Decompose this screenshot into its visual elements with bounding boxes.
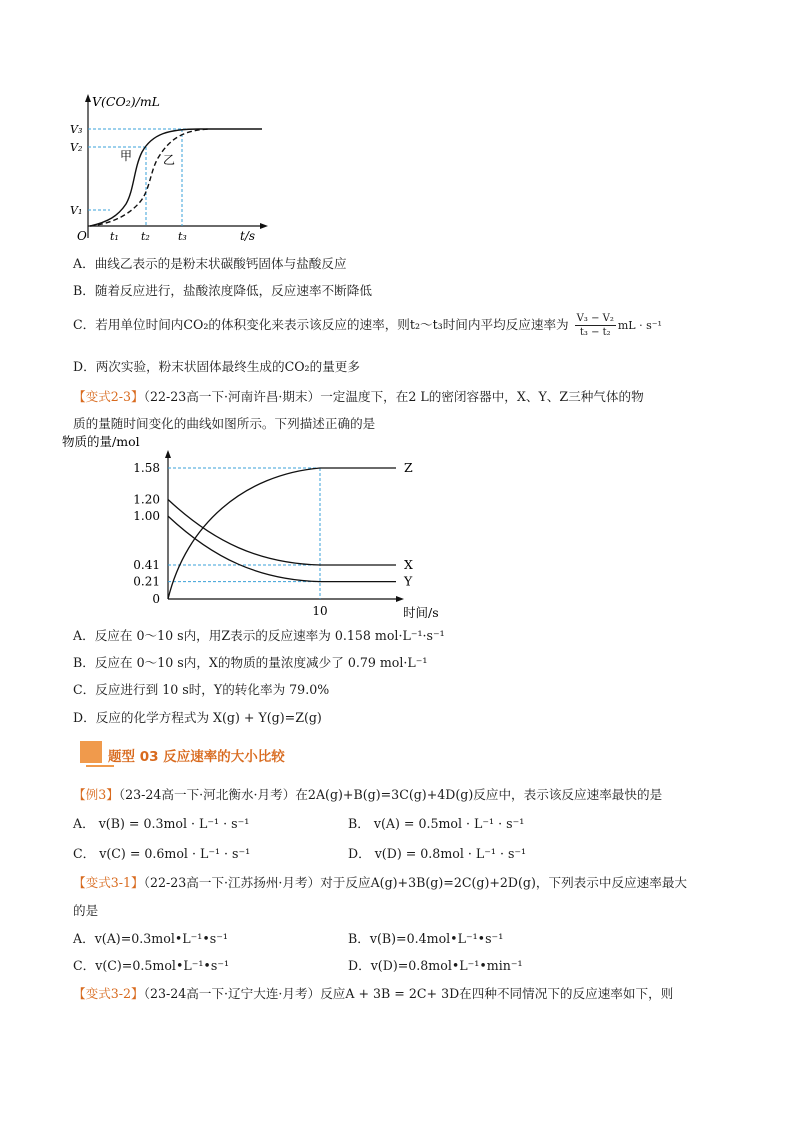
y-tick-label: 0.41 [133,558,160,573]
q2-stem-line1 [73,389,644,405]
q4-option-a: A．v(A)=0.3mol•L⁻¹•s⁻¹ [73,931,228,946]
fig1-ylabel: V(CO₂)/mL [92,94,160,109]
chart2-xlabel: 时间/s [403,605,439,620]
q3-tag: 【例3】 [73,787,119,802]
y-axis-arrow [165,450,171,458]
series-line-y [168,516,396,582]
x-axis-arrow [396,596,404,602]
q2-option-a: A．反应在 0～10 s内，用Z表示的反应速率为 0.158 mol·L⁻¹·s⁻¹ [73,628,445,643]
y-tick-label: 1.00 [133,509,160,524]
q1-option-c-unit: mL · s⁻¹ [617,319,662,332]
q3-option-a: A． v(B) = 0.3mol · L⁻¹ · s⁻¹ [73,816,250,831]
q1-option-a: A．曲线乙表示的是粉末状碳酸钙固体与盐酸反应 [73,256,347,271]
q4-stem-line2: 的是 [73,903,99,918]
q3-stem [73,787,662,803]
y-tick-label: 0.21 [133,574,160,589]
q5-stem [73,986,673,1002]
section-title-text: 03 反应速率的大小比较 [139,749,285,765]
q4-option-b: B．v(B)=0.4mol•L⁻¹•s⁻¹ [348,931,504,946]
q1-option-c-fraction: $\frac{\text{V₃ − V₂}}{\text{t₃ − t₂}}$ [576,313,614,338]
fig1-xtick-t1: t₁ [110,230,119,243]
fig1-ytick-v1: V₁ [70,204,83,217]
fig1-xtick-t3: t₃ [178,230,187,243]
q2-option-b: B．反应在 0～10 s内，X的物质的量浓度减少了 0.79 mol·L⁻¹ [73,655,428,670]
q1-option-c [73,311,662,340]
fig1-xtick-t2: t₂ [141,230,150,243]
q1-option-b: B．随着反应进行，盐酸浓度降低，反应速率不断降低 [73,283,372,298]
fig1-xlabel: t/s [240,229,256,243]
y-tick-label: 1.58 [133,461,160,475]
q2-stem-text: （22-23高一下·河南许昌·期末）一定温度下，在2 L的密闭容器中，X、Y、Z三种气体的物 [143,389,644,404]
q5-stem-text: （23-24高一下·辽宁大连·月考）反应A + 3B = 2C+ 3D在四种不同情况下的反应速率如下，则 [143,986,674,1001]
series-label-y: Y [404,573,413,589]
co2-volume-figure [60,88,270,248]
section-title [108,745,285,765]
q3-option-d: D． v(D) = 0.8mol · L⁻¹ · s⁻¹ [348,846,527,861]
fig1-curve-a-label: 甲 [120,149,133,163]
y-tick-label: 0 [152,592,160,606]
q4-stem-text: （22-23高一下·江苏扬州·月考）对于反应A(g)+3B(g)=2C(g)+2D(g)，下列表示中反应速率最大 [143,875,688,890]
q4-option-d: D．v(D)=0.8mol•L⁻¹•min⁻¹ [348,958,523,973]
q1-option-c-text: C．若用单位时间内CO₂的体积变化来表示该反应的速率，则t₂～t₃时间内平均反应速率为 [73,317,569,332]
q4-stem-line1 [73,875,687,891]
q2-option-c: C．反应进行到 10 s时，Y的转化率为 79.0% [73,682,330,697]
amount-time-chart [60,434,439,620]
fig1-curve-b-label: 乙 [163,153,176,167]
fig1-origin: O [77,229,87,243]
section-label: 题型 [108,749,135,765]
series-line-x [168,500,396,566]
series-line-z [168,468,396,599]
fig1-ytick-v3: V₃ [70,123,83,136]
q3-option-c: C． v(C) = 0.6mol · L⁻¹ · s⁻¹ [73,846,251,861]
q5-tag: 【变式3-2】 [73,986,144,1001]
q4-tag: 【变式3-1】 [73,875,144,890]
q3-stem-text: （23-24高一下·河北衡水·月考）在2A(g)+B(g)=3C(g)+4D(g)反应中，表示该反应速率最快的是 [118,787,663,802]
q1-option-d: D．两次实验，粉末状固体最终生成的CO₂的量更多 [73,359,360,374]
series-label-z: Z [404,460,413,475]
series-label-x: X [404,557,413,573]
fig1-ytick-v2: V₂ [70,141,83,154]
q2-tag: 【变式2-3】 [73,389,144,404]
x-tick-label: 10 [312,604,328,618]
chart2-ylabel: 物质的量/mol [62,434,140,449]
section-header-icon [80,741,102,767]
q3-option-b: B． v(A) = 0.5mol · L⁻¹ · s⁻¹ [348,816,525,831]
q4-option-c: C．v(C)=0.5mol•L⁻¹•s⁻¹ [73,958,230,973]
q2-stem-line2: 质的量随时间变化的曲线如图所示。下列描述正确的是 [73,416,376,431]
y-tick-label: 1.20 [133,492,160,507]
q2-option-d: D．反应的化学方程式为 X(g) + Y(g)=Z(g) [73,710,322,725]
